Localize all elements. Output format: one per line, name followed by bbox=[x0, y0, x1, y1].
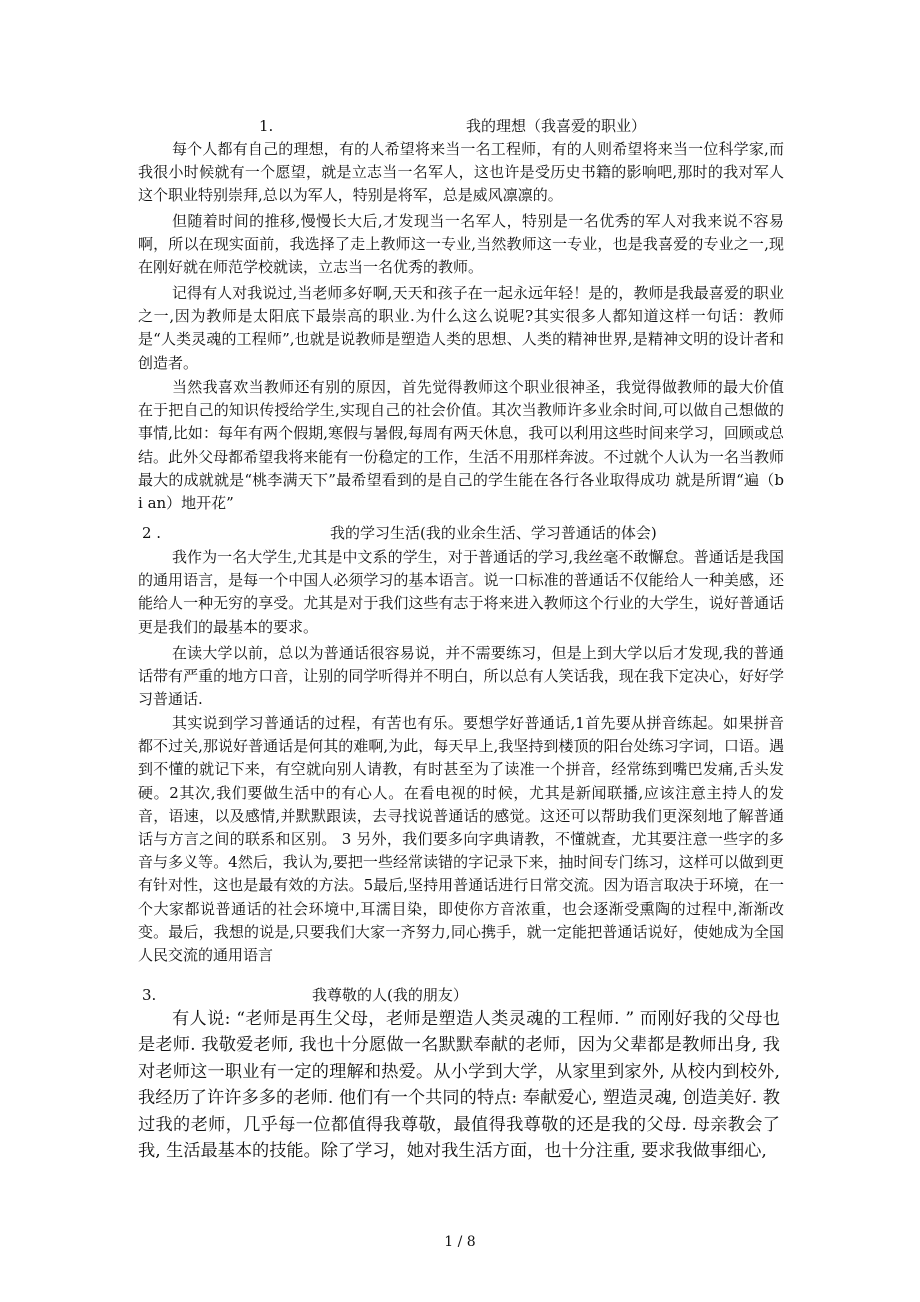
section-1-paragraph: 记得有人对我说过,当老师多好啊,天天和孩子在一起永远年轻！是的，教师是我最喜爱的职业之一,因为教师是太阳底下最崇高的职业.为什么这么说呢?其实很多人都知道这样一句话：教师是“人类灵魂的工程师”,也就是说教师是塑造人类的思想、人类的精神世界,是精神文明的设计者和创造者。 bbox=[138, 284, 784, 372]
section-2-number: 2 . bbox=[142, 524, 162, 542]
page-number: 1 / 8 bbox=[444, 1234, 476, 1250]
section-2-paragraph: 其实说到学习普通话的过程，有苦也有乐。要想学好普通话,1首先要从拼音练起。如果拼音都不过关,那说好普通话是何其的难啊,为此，每天早上,我坚持到楼顶的阳台处练习字词，口语。遇到不懂的就记下来，有空就向别人请教，有时甚至为了读准一个拼音，经常练到嘴巴发痛,舌头发硬。2其次,我们要做生活中的有心人。在看电视的时候，尤其是新闻联播,应该注意主持人的发音，语速，以及感情,并默默跟读，去寻找说普通话的感觉。这还可以帮助我们更深刻地了解普通话与方言之间的联系和区别。 3 另外，我们要多向字典请教，不懂就查，尤其要注意一些字的多音与多义等。4然后，我认为,要把一些经常读错的字记录下来，抽时间专门练习，这样可以做到更有针对性，这也是最有效的方法。5最后,坚持用普通话进行日常交流。因为语言取决于环境，在一个大家都说普通话的社会环境中,耳濡目染，即使你方音浓重，也会逐渐受熏陶的过程中,渐渐改变。最后，我想的说是,只要我们大家一齐努力,同心携手，就一定能把普通话说好，使她成为全国人民交流的通用语言 bbox=[138, 714, 784, 965]
section-2-paragraph: 在读大学以前，总以为普通话很容易说，并不需要练习，但是上到大学以后才发现,我的普通话带有严重的地方口音，让别的同学听得并不明白，所以总有人笑话我，现在我下定决心，好好学习普通话. bbox=[138, 644, 784, 709]
section-3-title: 我尊敬的人(我的朋友） bbox=[312, 986, 468, 1004]
section-3-number: 3. bbox=[142, 986, 157, 1004]
section-2-paragraph: 我作为一名大学生,尤其是中文系的学生，对于普通话的学习,我丝毫不敢懈怠。普通话是我国的通用语言，是每一个中国人必须学习的基本语言。说一口标准的普通话不仅能给人一种美感，还能给人一种无穷的享受。尤其是对于我们这些有志于将来进入教师这个行业的大学生，说好普通话更是我们的最基本的要求。 bbox=[138, 548, 784, 636]
section-1-paragraph: 每个人都有自己的理想，有的人希望将来当一名工程师，有的人则希望将来当一位科学家,而我很小时候就有一个愿望，就是立志当一名军人，这也许是受历史书籍的影响吧,那时的我对军人这个职业特别崇拜,总以为军人，特别是将军，总是威风凛凛的。 bbox=[138, 140, 784, 205]
section-2-title: 我的学习生活(我的业余生活、学习普通话的体会) bbox=[330, 524, 657, 542]
section-1-paragraph: 但随着时间的推移,慢慢长大后,才发现当一名军人，特别是一名优秀的军人对我来说不容易啊，所以在现实面前，我选择了走上教师这一专业,当然教师这一专业，也是我喜爱的专业之一,现在刚好就在师范学校就读，立志当一名优秀的教师。 bbox=[138, 212, 784, 277]
section-1-number: 1. bbox=[259, 117, 274, 135]
section-3-paragraph: 有人说: “老师是再生父母，老师是塑造人类灵魂的工程师. ” 而刚好我的父母也是老师. 我敬爱老师, 我也十分愿做一名默默奉献的老师，因为父辈都是教师出身, 我对老师这一职业有一定的理解和热爱。从小学到大学，从家里到家外, 从校内到校外, 我经历了许许多多的老师. 他们有一个共同的特点: 奉献爱心, 塑造灵魂, 创造美好. 教过我的老师，几乎每一位都值得我尊敬，最值得我尊敬的还是我的父母. 母亲教会了我, 生活最基本的技能。除了学习，她对我生活方面，也十分注重, 要求我做事细心, bbox=[138, 1009, 780, 1162]
section-1-title: 我的理想（我喜爱的职业） bbox=[466, 117, 647, 135]
section-1-paragraph: 当然我喜欢当教师还有别的原因，首先觉得教师这个职业很神圣，我觉得做教师的最大价值在于把自己的知识传授给学生,实现自己的社会价值。其次当教师许多业余时间,可以做自己想做的事情,比如：每年有两个假期,寒假与暑假,每周有两天休息，我可以利用这些时间来学习，回顾或总结。此外父母都希望我将来能有一份稳定的工作，生活不用那样奔波。不过就个人认为一名当教师最大的成就就是“桃李满天下”最希望看到的是自己的学生能在各行各业取得成功 就是所谓“遍（b i an）地开花” bbox=[138, 378, 784, 513]
